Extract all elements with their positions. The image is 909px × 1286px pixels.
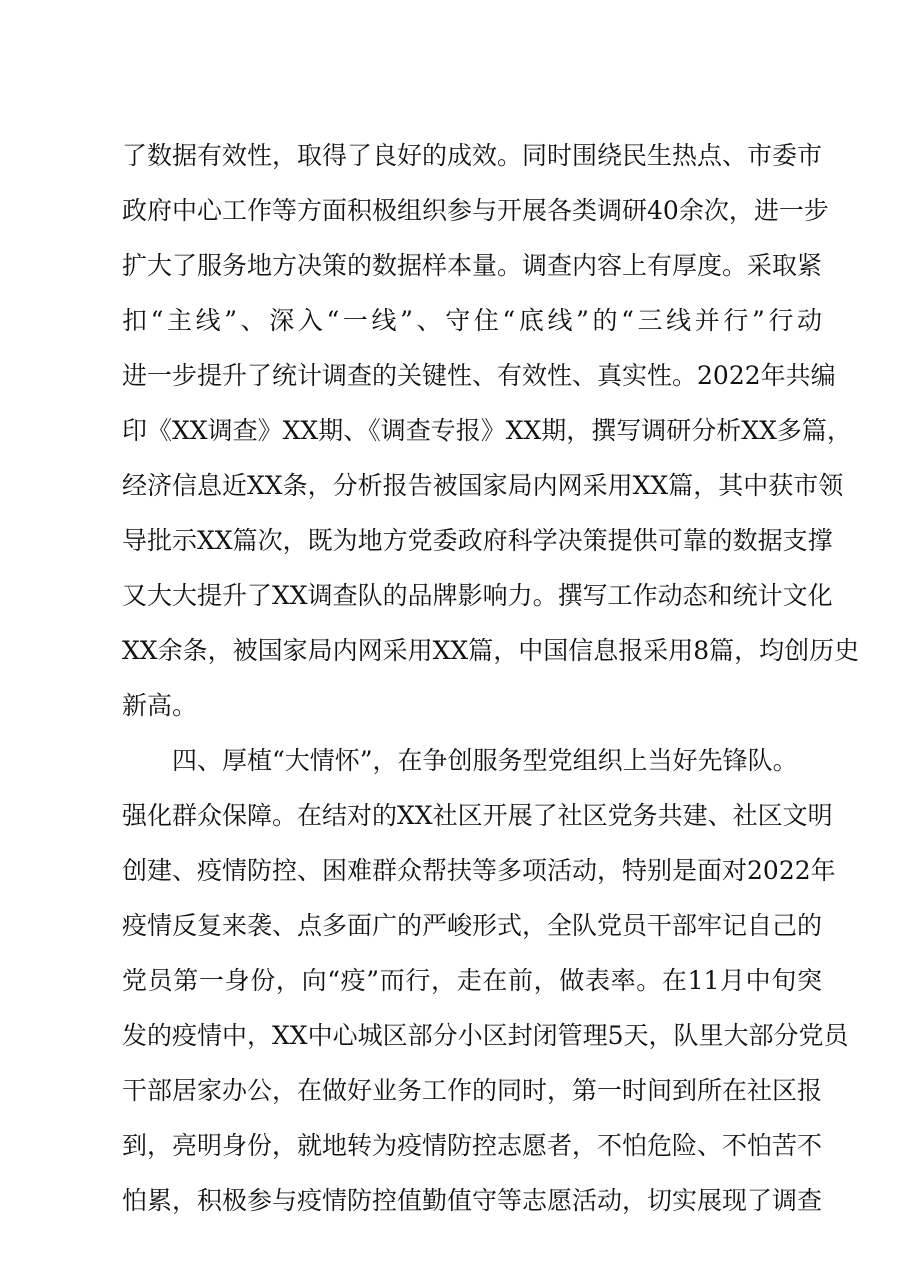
body-text-line: 强化群众保障。在结对的XX社区开展了社区党务共建、社区文明 (122, 801, 833, 830)
body-text-line: 疫情反复来袭、点多面广的严峻形式，全队党员干部牢记自己的 (122, 911, 823, 940)
body-text-line: 进一步提升了统计调查的关键性、有效性、真实性。2022年共编 (122, 361, 836, 390)
body-text-line: 经济信息近XX条，分析报告被国家局内网采用XX篇，其中获市领 (122, 471, 844, 500)
body-text-line: 怕累，积极参与疫情防控值勤值守等志愿活动，切实展现了调查 (122, 1186, 823, 1215)
body-text-line: 干部居家办公，在做好业务工作的同时，第一时间到所在社区报 (122, 1076, 823, 1105)
body-text-line: 扩大了服务地方决策的数据样本量。调查内容上有厚度。采取紧 (122, 251, 823, 280)
body-text-line: 又大大提升了XX调查队的品牌影响力。撰写工作动态和统计文化 (122, 581, 833, 610)
body-text-line: 发的疫情中，XX中心城区部分小区封闭管理5天，队里大部分党员 (122, 1021, 849, 1050)
section-heading: 四、厚植“大情怀”，在争创服务型党组织上当好先锋队。 (172, 746, 798, 775)
body-text-line: 了数据有效性，取得了良好的成效。同时围绕民生热点、市委市 (122, 141, 823, 170)
body-text-line: 创建、疫情防控、困难群众帮扶等多项活动，特别是面对2022年 (122, 856, 836, 885)
body-text-line: 印《XX调查》XX期、《调查专报》XX期，撰写调研分析XX多篇， (122, 416, 852, 445)
body-text-line: 党员第一身份，向“疫”而行，走在前，做表率。在11月中旬突 (122, 966, 822, 995)
body-text-line: 新高。 (122, 691, 198, 720)
body-text-line: 政府中心工作等方面积极组织参与开展各类调研40余次，进一步 (122, 196, 829, 225)
body-text-line: XX余条，被国家局内网采用XX篇，中国信息报采用8篇，均创历史 (122, 636, 860, 665)
body-text-line: 导批示XX篇次，既为地方党委政府科学决策提供可靠的数据支撑 (122, 526, 833, 555)
body-text-line: 扣“主线”、深入“一线”、守住“底线”的“三线并行”行动 (122, 306, 822, 335)
body-text-line: 到，亮明身份，就地转为疫情防控志愿者，不怕危险、不怕苦不 (122, 1131, 823, 1160)
